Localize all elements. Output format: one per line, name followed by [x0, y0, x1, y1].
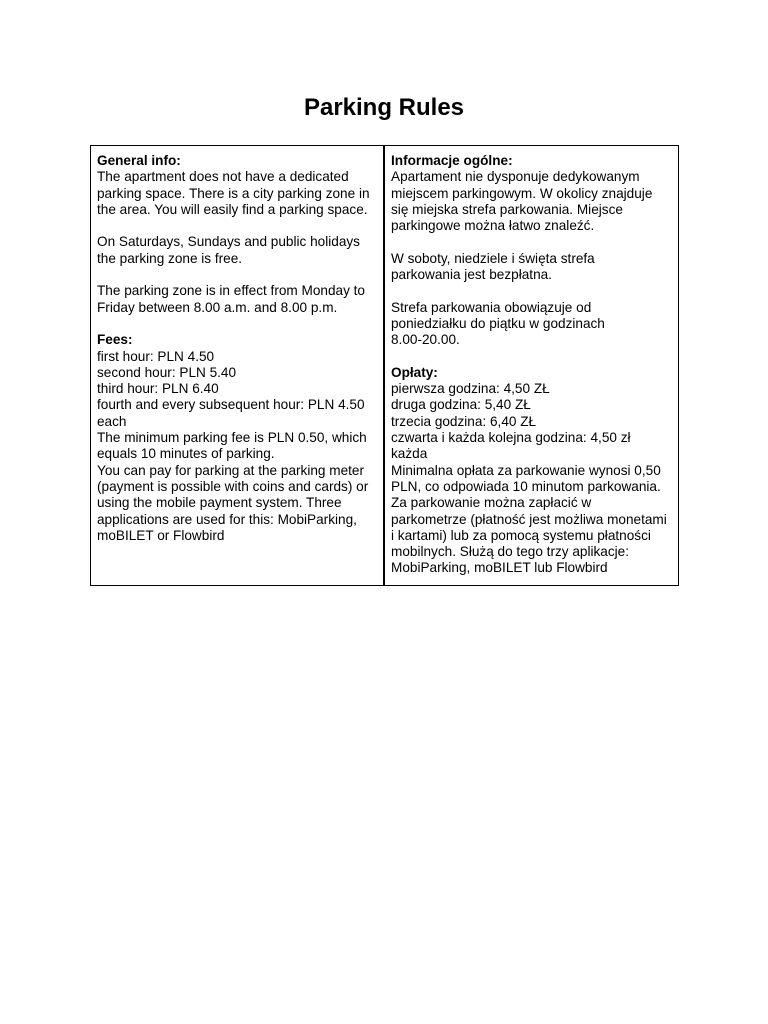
fees-line: druga godzina: 5,40 ZŁ	[391, 397, 531, 413]
hours-info-line: Friday between 8.00 a.m. and 8.00 p.m.	[97, 299, 338, 315]
fees-heading: Fees:	[97, 332, 133, 348]
fees-line: applications are used for this: MobiParking,	[97, 511, 357, 527]
rules-table	[90, 145, 679, 586]
general-info-line: miejscem parkingowym. W okolicy znajduje	[391, 185, 653, 201]
paragraph-gap	[97, 218, 377, 234]
hours-info-line: Strefa parkowania obowiązuje od	[391, 299, 592, 315]
english-column	[91, 146, 385, 585]
general-info-line: Apartament nie dysponuje dedykowanym	[391, 169, 640, 185]
general-info-line: parkingowe można łatwo znaleźć.	[391, 218, 595, 234]
fees-line: pierwsza godzina: 4,50 ZŁ	[391, 381, 550, 397]
fees-line: using the mobile payment system. Three	[97, 495, 342, 511]
weekend-info-line: On Saturdays, Sundays and public holidays	[97, 234, 360, 250]
fees-line: first hour: PLN 4.50	[97, 348, 215, 364]
fees-line: trzecia godzina: 6,40 ZŁ	[391, 413, 537, 429]
paragraph-gap	[391, 234, 672, 250]
general-info-heading: Informacje ogólne:	[391, 153, 513, 168]
hours-info-line: The parking zone is in effect from Monday to	[97, 283, 365, 299]
fees-line: third hour: PLN 6.40	[97, 381, 219, 397]
weekend-info-line: W soboty, niedziele i święta strefa	[391, 250, 595, 266]
fees-line: czwarta i każda kolejna godzina: 4,50 zł	[391, 430, 631, 446]
fees-line: equals 10 minutes of parking.	[97, 446, 275, 462]
fees-line: mobilnych. Służą do tego trzy aplikacje:	[391, 544, 630, 560]
fees-line: (payment is possible with coins and cards) or	[97, 478, 369, 494]
hours-info-line: 8.00-20.00.	[391, 332, 460, 348]
fees-line: The minimum parking fee is PLN 0.50, which	[97, 430, 367, 446]
general-info-line: the area. You will easily find a parking space.	[97, 201, 368, 217]
fees-line: MobiParking, moBILET lub Flowbird	[391, 560, 608, 576]
weekend-info-line: parkowania jest bezpłatna.	[391, 267, 552, 283]
fees-line: moBILET or Flowbird	[97, 527, 225, 543]
paragraph-gap	[391, 283, 672, 299]
fees-line: second hour: PLN 5.40	[97, 364, 237, 380]
fees-line: i kartami) lub za pomocą systemu płatności	[391, 527, 651, 543]
page-title: Parking Rules	[303, 94, 465, 121]
general-info-heading: General info:	[97, 153, 181, 168]
weekend-info-line: the parking zone is free.	[97, 250, 243, 266]
fees-line: Za parkowanie można zapłacić w	[391, 495, 592, 511]
fees-heading: Opłaty:	[391, 364, 438, 380]
fees-line: parkometrze (płatność jest możliwa monetami	[391, 511, 667, 527]
general-info-line: się miejska strefa parkowania. Miejsce	[391, 201, 623, 217]
fees-line: fourth and every subsequent hour: PLN 4.50	[97, 397, 365, 413]
hours-info-line: poniedziałku do piątku w godzinach	[391, 315, 605, 331]
fees-line: You can pay for parking at the parking meter	[97, 462, 365, 478]
paragraph-gap	[391, 349, 672, 365]
general-info-line: parking space. There is a city parking zone in	[97, 185, 370, 201]
paragraph-gap	[97, 267, 377, 283]
fees-line: każda	[391, 446, 428, 462]
fees-line: PLN, co odpowiada 10 minutom parkowania.	[391, 478, 661, 494]
fees-line: Minimalna opłata za parkowanie wynosi 0,50	[391, 462, 661, 478]
fees-line: each	[97, 413, 127, 429]
general-info-line: The apartment does not have a dedicated	[97, 169, 349, 185]
paragraph-gap	[97, 316, 377, 332]
polish-column	[385, 146, 678, 585]
